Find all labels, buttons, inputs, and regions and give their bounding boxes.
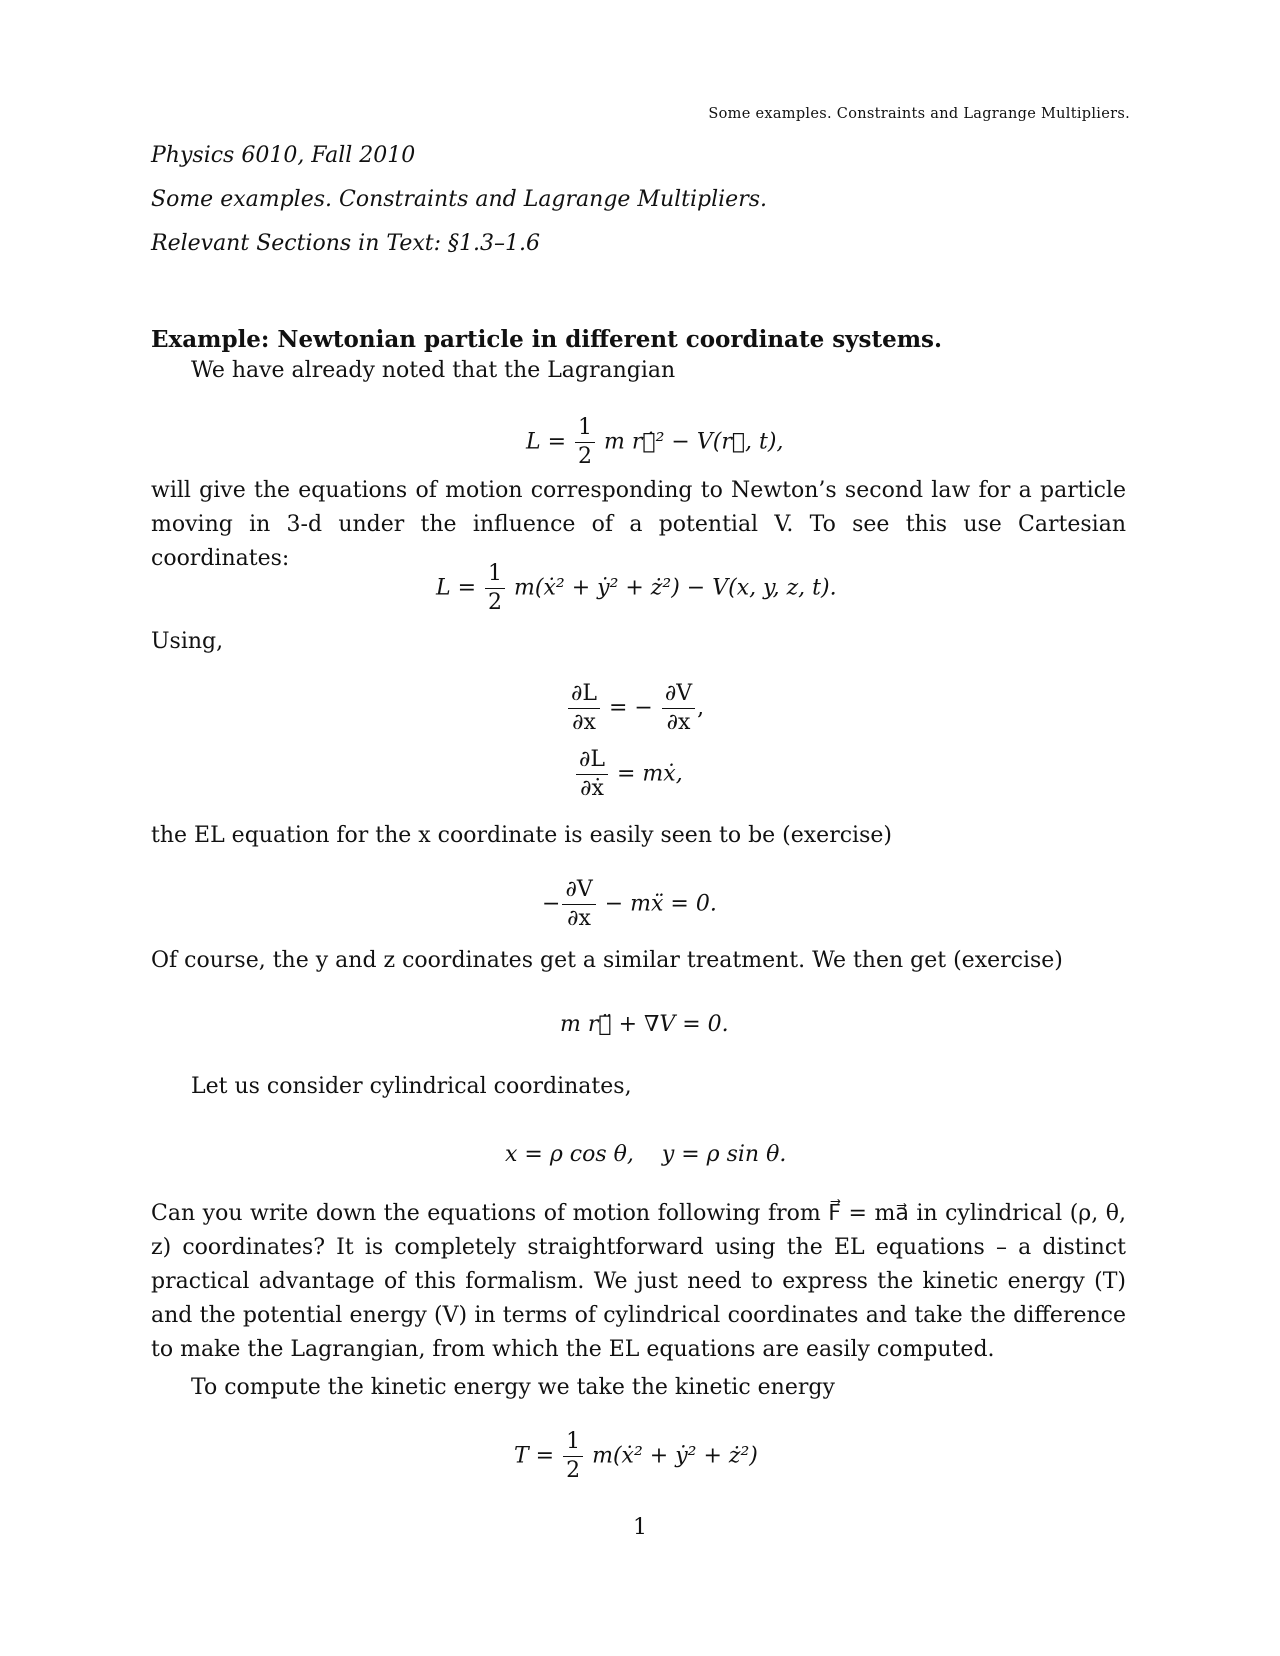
equation-cartesian-lagrangian: L = $\frac{1}{2}$ m(ẋ² + ẏ² + ż²) − V(x, y, z, t). — [436, 561, 837, 615]
paragraph-7: Can you write down the equations of motion following from F⃗ = ma⃗ in cylindrical (ρ, θ, z) coordinates? It is completely straightforward using the EL equations – a distinct practical advantage of this formalism. We just need to express the kinetic energy (T) and the potential energy (V) in terms of cylindrical coordinates and take the difference to make the Lagrangian, from which the EL equations are easily computed. — [151, 1201, 1126, 1362]
equation-cylindrical: x = ρ cos θ, y = ρ sin θ. — [505, 1142, 787, 1167]
equation-partial-x: $\frac{\partial L}{\partial x}$ = − $\frac{\partial V}{\partial x}$ , — [566, 680, 704, 737]
equation-partial-xdot: $\frac{\partial L}{\text{∂ẋ}}$ = mẋ, — [574, 746, 683, 803]
page-number: 1 — [633, 1515, 647, 1540]
running-head: Some examples. Constraints and Lagrange Multipliers. — [708, 106, 1130, 122]
equation-el-x: − $\frac{\partial V}{\partial x}$ − mẍ = 0. — [542, 877, 717, 931]
paragraph-3: Using, — [151, 629, 224, 654]
equation-newton-vector: m r⃗̈ + ∇V = 0. — [560, 1012, 729, 1037]
paragraph-8: To compute the kinetic energy we take the kinetic energy — [191, 1375, 835, 1400]
example-heading: Example: Newtonian particle in different coordinate systems. — [151, 326, 943, 353]
paragraph-5: Of course, the y and z coordinates get a similar treatment. We then get (exercise) — [151, 948, 1063, 973]
paragraph-2: will give the equations of motion corresponding to Newton’s second law for a particle moving in 3-d under the influence of a potential V. To see this use Cartesian coordinates: — [151, 478, 1126, 571]
relevant-sections: Relevant Sections in Text: §1.3–1.6 — [151, 231, 540, 256]
equation-lagrangian: L = $\frac{1}{2}$ m r⃗̇² − V(r⃗, t), — [526, 415, 784, 469]
paragraph-1: We have already noted that the Lagrangian — [191, 358, 676, 383]
fraction-half: $\frac{1}{2}$ — [563, 1428, 583, 1485]
fraction-half: $\frac{1}{2}$ — [575, 414, 595, 471]
course-title: Physics 6010, Fall 2010 — [151, 143, 416, 168]
equation-kinetic-energy: T = $\frac{1}{2}$ m(ẋ² + ẏ² + ż²) — [514, 1429, 758, 1483]
fraction-half: $\frac{1}{2}$ — [485, 560, 505, 617]
paragraph-6: Let us consider cylindrical coordinates, — [191, 1074, 632, 1099]
paragraph-4: the EL equation for the x coordinate is easily seen to be (exercise) — [151, 823, 892, 848]
document-title: Some examples. Constraints and Lagrange Multipliers. — [151, 187, 767, 212]
